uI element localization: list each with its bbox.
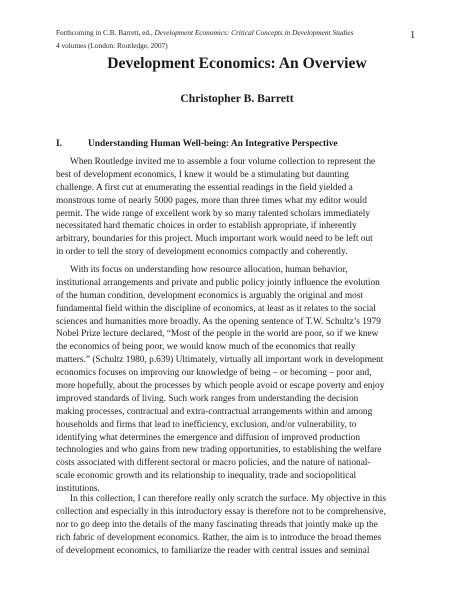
header-volume-line: 4 volumes (London: Routledge, 2007) bbox=[56, 40, 168, 50]
text-line: nor to go deep into the details of the many fascinating threads that jointly make up the bbox=[56, 519, 378, 530]
page-number: 1 bbox=[410, 30, 416, 41]
header-citation-line bbox=[56, 27, 354, 40]
publication-header bbox=[56, 27, 354, 53]
text-line: best of development economics, I knew it would be a stimulating but daunting bbox=[56, 169, 349, 180]
text-line: When Routledge invited me to assemble a four volume collection to represent the bbox=[70, 157, 376, 167]
text-line: technologies and who gains from new trading opportunities, to establishing the welfare bbox=[56, 445, 382, 456]
section-number: I. bbox=[56, 139, 62, 149]
header-prefix: Forthcoming in C.B. Barrett, ed., bbox=[56, 28, 155, 37]
text-line: challenge. A first cut at enumerating the essential readings in the field yielded a bbox=[56, 182, 353, 193]
paragraph-3 bbox=[56, 493, 428, 557]
text-line: in order to tell the story of development economics compactly and coherently. bbox=[56, 247, 348, 258]
text-line: the economics of being poor, we would know much of the economics that really bbox=[56, 342, 356, 353]
text-line: collection and especially in this introductory essay is therefore not to be comprehensive, bbox=[56, 506, 386, 517]
paragraph-1 bbox=[56, 156, 428, 259]
text-line: arbitrary, boundaries for this project. Much important work would need to be left out bbox=[56, 234, 373, 245]
text-line: of the human condition, development economics is arguably the original and most bbox=[56, 290, 364, 301]
text-line: more hopefully, about the processes by which people avoid or escape poverty and enjoy bbox=[56, 381, 385, 392]
text-line: fundamental field within the discipline of economics, at least as it relates to the social bbox=[56, 303, 376, 314]
paragraph-2 bbox=[56, 264, 428, 496]
text-line: monstrous tome of nearly 5000 pages, more than three times what my editor would bbox=[56, 195, 367, 206]
text-line: institutional arrangements and private and public policy jointly influence the evolution bbox=[56, 277, 380, 288]
text-line: With its focus on understanding how resource allocation, human behavior, bbox=[70, 265, 348, 275]
text-line: households and firms that lead to inefficiency, exclusion, and/or vulnerability, to bbox=[56, 419, 357, 430]
text-line: economics focuses on improving our knowledge of being – or becoming – poor and, bbox=[56, 368, 372, 379]
section-heading bbox=[56, 139, 338, 149]
text-line: In this collection, I can therefore really only scratch the surface. My objective in this bbox=[70, 494, 387, 504]
text-line: identifying what determines the emergence and diffusion of improved production bbox=[56, 432, 361, 443]
text-line: matters.” (Schultz 1980, p.639) Ultimately, virtually all important work in development bbox=[56, 355, 384, 366]
text-line: of development economics, to familiarize the reader with central issues and seminal bbox=[56, 545, 370, 556]
text-line: sciences and humanities more broadly. As the opening sentence of T.W. Schultz’s 1979 bbox=[56, 316, 381, 327]
author-name: Christopher B. Barrett bbox=[180, 92, 294, 105]
section-title: Understanding Human Well-being: An Integrative Perspective bbox=[88, 139, 338, 149]
text-line: costs associated with different sectoral or macro policies, and the nature of national- bbox=[56, 458, 371, 469]
text-line: permit. The wide range of excellent work by so many talented scholars immediately bbox=[56, 208, 371, 219]
header-book-title: Development Economics: Critical Concepts in Development Studies bbox=[154, 28, 354, 37]
text-line: institutions. bbox=[56, 484, 100, 495]
text-line: making processes, contractual and extra-contractual arrangements within and among bbox=[56, 406, 373, 417]
text-line: scale economic growth and its relationship to inequality, trade and sociopolitical bbox=[56, 471, 357, 482]
text-line: rich fabric of development economics. Rather, the aim is to introduce the broad themes bbox=[56, 532, 382, 543]
paper-title: Development Economics: An Overview bbox=[107, 55, 367, 72]
text-line: improved standards of living. Such work ranges from understanding the decision bbox=[56, 393, 359, 404]
text-line: Nobel Prize lecture declared, “Most of the people in the world are poor, so if we knew bbox=[56, 329, 379, 340]
text-line: necessitated hard thematic choices in order to establish appropriate, if inherently bbox=[56, 221, 357, 232]
